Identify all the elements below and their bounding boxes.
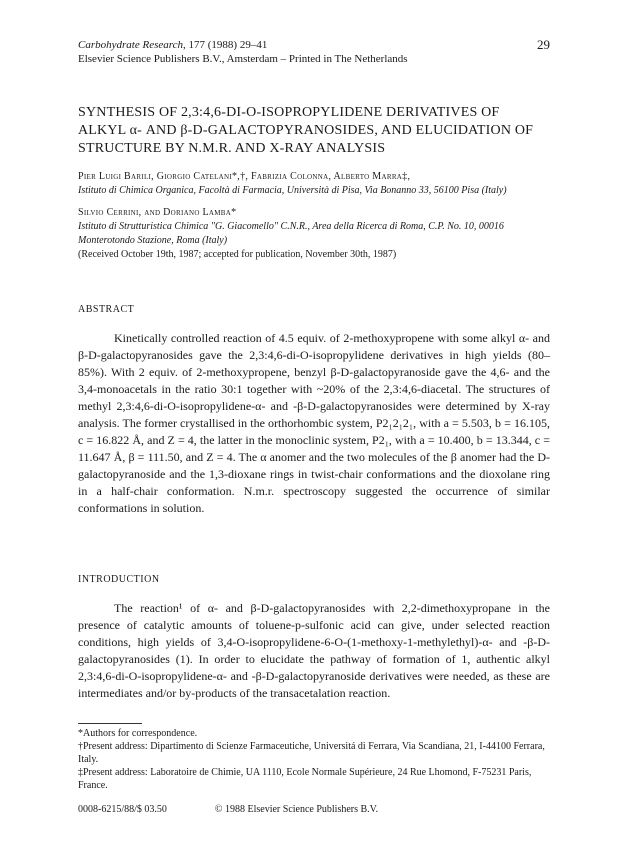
footnote-double-dagger: ‡Present address: Laboratoire de Chimie, UA 1110, Ecole Normale Supérieure, 24 Rue Lhomond, F-75231 Paris, France.: [78, 767, 532, 791]
footnote-divider: [78, 723, 142, 724]
author-group-2: Silvio Cerrini, and Doriano Lamba*: [78, 207, 237, 218]
journal-issue: , 177 (1988) 29–41: [183, 39, 268, 51]
journal-name: Carbohydrate Research: [78, 39, 183, 51]
introduction-paragraph: The reaction¹ of α- and β-D-galactopyranosides with 2,2-dimethoxypropane in the presence of catalytic amounts of toluene-p-sulfonic acid can give, under selected reaction conditions, high yields of 3,4-O-isopropylidene-6-O-(1-methoxy-1-methylethyl)-α- and -β-D-galactopyranosides (1). In order to elucidate the pathway of formation of 1, authentic alkyl 2,3:4,6-di-O-isopropylidene-α- and -β-D-galactopyranoside derivatives were needed, as these are intermediates and/or by-products of the transacetalation reaction.: [78, 601, 550, 700]
affiliation-1: Istituto di Chimica Organica, Facoltà di Farmacia, Università di Pisa, Via Bonanno 33, 56100 Pisa (Italy): [78, 185, 507, 196]
journal-citation: [78, 38, 550, 52]
footnote-correspondence: *Authors for correspondence.: [78, 728, 198, 739]
page-footer: [78, 804, 550, 815]
publisher-line: Elsevier Science Publishers B.V., Amsterdam – Printed in The Netherlands: [78, 53, 408, 65]
footnote-dagger: †Present address: Dipartimento di Scienze Farmaceutiche, Universitá di Ferrara, Via Scandiana, 21, I-44100 Ferrara, Italy.: [78, 741, 545, 765]
abstract-body: [78, 330, 550, 517]
introduction-body: [78, 600, 550, 702]
abstract-heading: ABSTRACT: [78, 304, 135, 315]
introduction-heading: INTRODUCTION: [78, 574, 160, 585]
issn-code: 0008-6215/88/$ 03.50: [78, 804, 167, 815]
received-date: (Received October 19th, 1987; accepted for publication, November 30th, 1987): [78, 249, 397, 260]
abstract-paragraph: Kinetically controlled reaction of 4.5 equiv. of 2-methoxypropene with some alkyl α- and β-D-galactopyranosides gave the 2,3:4,6-di-O-isopropylidene derivatives in high yields (80–85%). With 2 equiv. of 2-methoxypropene, benzyl β-D-galactopyranoside gave the 4,6- and the 3,4-monoacetals in the ratio 30:1 together with ~20% of the 2,3:4,6-diacetal. The structures of methyl 2,3:4,6-di-O-isopropylidene-α- and -β-D-galactopyranosides were determined by X-ray analysis. The former crystallised in the orthorhombic system, P2₁2₁2₁, with a = 5.503, b = 16.105, c = 16.822 Å, and Z = 4, the latter in the monoclinic system, P2₁, with a = 10.400, b = 13.344, c = 11.647 Å, β = 111.50, and Z = 4. The α anomer and the two molecules of the β anomer had the D-galactopyranoside and the 1,3-dioxane rings in twist-chair conformations and the dioxolane ring in a half-chair conformation. N.m.r. spectroscopy suggested the occurrence of similar conformations in solution.: [78, 331, 550, 515]
affiliation-2: Istituto di Strutturistica Chimica "G. Giacomello" C.N.R., Area della Ricerca di Roma, C.P. No. 10, 00016 Monterotondo Stazione, Roma (Italy): [78, 221, 504, 246]
page-number: 29: [537, 37, 550, 52]
copyright-notice: © 1988 Elsevier Science Publishers B.V.: [214, 804, 379, 815]
journal-header: [78, 38, 550, 66]
paper-title: SYNTHESIS OF 2,3:4,6-DI-O-ISOPROPYLIDENE DERIVATIVES OF ALKYL α- AND β-D-GALACTOPYRANOSIDES, AND ELUCIDATION OF STRUCTURE BY N.M.R. AND X-RAY ANALYSIS: [78, 105, 534, 156]
authors-block: [78, 170, 550, 262]
author-group-1: Pier Luigi Barili, Giorgio Catelani*,†, Fabrizia Colonna, Alberto Marra‡,: [78, 171, 411, 182]
footnotes: [78, 727, 550, 792]
